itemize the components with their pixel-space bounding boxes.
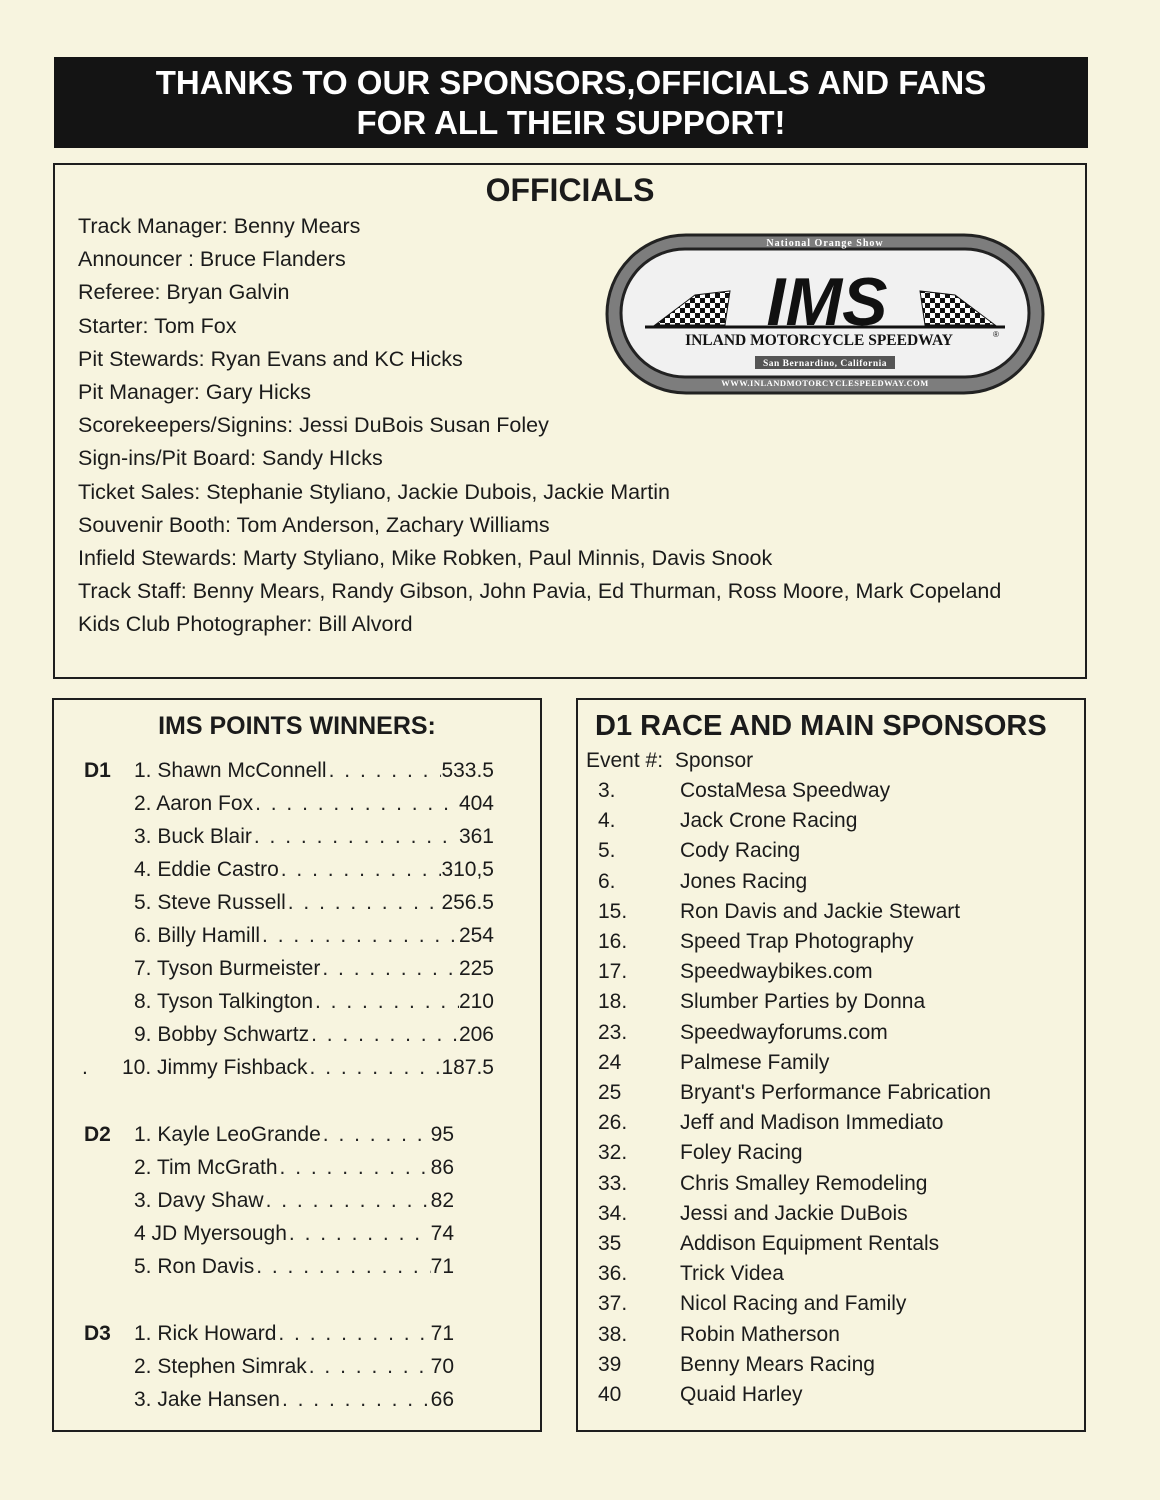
sponsors-title: D1 RACE AND MAIN SPONSORS (595, 710, 1047, 742)
official-item: Kids Club Photographer: Bill Alvord (78, 612, 413, 637)
official-item: Pit Manager: Gary Hicks (78, 380, 311, 405)
sponsor-name: Speed Trap Photography (680, 930, 914, 953)
sponsor-event-number: 33. (598, 1171, 628, 1195)
sponsor-row (586, 1382, 803, 1408)
sponsor-event-number: 16. (598, 930, 628, 953)
division-label-d2: D2 (84, 1123, 111, 1146)
sponsor-event-number: 6. (598, 869, 616, 893)
official-item: Ticket Sales: Stephanie Styliano, Jackie Dubois, Jackie Martin (78, 479, 670, 504)
points-title: IMS POINTS WINNERS: (158, 712, 436, 740)
banner-line-1: THANKS TO OUR SPONSORS,OFFICIALS AND FANS (155, 64, 987, 101)
stray-mark: . (82, 1056, 88, 1079)
sponsor-name: Jessi and Jackie DuBois (680, 1201, 908, 1225)
sponsor-row (586, 929, 914, 955)
official-item: Referee: Bryan Galvin (78, 280, 290, 305)
sponsor-row (586, 778, 890, 804)
sponsor-event-number: 36. (598, 1262, 628, 1286)
sponsor-event-number: 18. (598, 990, 628, 1014)
officials-title: OFFICIALS (485, 172, 655, 208)
sponsor-name: Ron Davis and Jackie Stewart (680, 899, 961, 923)
sponsor-name: Addison Equipment Rentals (680, 1232, 940, 1255)
official-item: Announcer : Bruce Flanders (78, 247, 346, 272)
points-row: 3. Davy Shaw . . . 82 (134, 1189, 454, 1213)
points-row: 2. Stephen Simrak . . . 70 (134, 1355, 454, 1379)
official-item: Track Staff: Benny Mears, Randy Gibson, John Pavia, Ed Thurman, Ross Moore, Mark Copeland (78, 579, 1002, 604)
header-sponsor: Sponsor (674, 749, 754, 772)
sponsor-name: Nicol Racing and Family (680, 1292, 907, 1316)
sponsor-event-number: 24 (598, 1050, 622, 1074)
official-item: Track Manager: Benny Mears (78, 214, 361, 238)
logo-location: San Bernardino, California (762, 359, 888, 369)
sponsor-name: Palmese Family (680, 1050, 830, 1074)
sponsor-row (586, 1352, 875, 1378)
points-row: 1. Kayle LeoGrande . . . 95 (134, 1123, 454, 1147)
points-row: 6. Billy Hamill . . . 254 (134, 924, 494, 948)
sponsor-row (586, 838, 800, 864)
sponsor-row (586, 1291, 906, 1317)
sponsor-name: Benny Mears Racing (680, 1352, 875, 1376)
official-item: Starter: Tom Fox (78, 313, 237, 338)
sponsor-row (586, 1140, 803, 1166)
points-row: 7. Tyson Burmeister . . . 225 (134, 957, 494, 981)
header-event: Event #: (586, 749, 664, 772)
sponsor-name: Speedwaybikes.com (680, 960, 873, 984)
sponsor-row (586, 1261, 784, 1287)
points-row: 10. Jimmy Fishback . . . 187.5 (122, 1056, 494, 1080)
points-row: 5. Ron Davis . . . 71 (134, 1255, 454, 1279)
sponsor-event-number: 15. (598, 899, 628, 923)
sponsor-row (586, 989, 925, 1015)
official-item: Pit Stewards: Ryan Evans and KC Hicks (78, 346, 463, 371)
sponsor-row (586, 1231, 939, 1257)
division-label-d3: D3 (84, 1322, 111, 1345)
sponsor-event-number: 34. (598, 1201, 628, 1225)
points-row: 4. Eddie Castro . . . 310,5 (134, 858, 494, 882)
logo-url: WWW.INLANDMOTORCYCLESPEEDWAY.COM (721, 378, 929, 388)
points-row: 8. Tyson Talkington . . . 210 (134, 990, 494, 1014)
sponsor-name: Speedwayforums.com (680, 1020, 888, 1044)
points-winners-box (52, 698, 542, 1432)
sponsor-event-number: 39 (598, 1352, 622, 1376)
points-row: 9. Bobby Schwartz . . . 206 (134, 1023, 494, 1047)
sponsor-row (586, 1110, 943, 1136)
sponsors-header (586, 748, 753, 774)
sponsor-event-number: 35 (598, 1232, 622, 1255)
sponsor-name: Cody Racing (680, 839, 801, 863)
sponsor-name: Quaid Harley (680, 1383, 803, 1406)
points-row: 5. Steve Russell . . . 256.5 (134, 891, 494, 915)
sponsor-event-number: 5. (598, 839, 616, 863)
sponsor-event-number: 23. (598, 1020, 628, 1044)
points-row: 3. Jake Hansen . . . 66 (134, 1388, 454, 1412)
sponsor-name: CostaMesa Speedway (680, 779, 891, 802)
sponsor-event-number: 26. (598, 1111, 628, 1135)
sponsor-event-number: 40 (598, 1383, 622, 1406)
points-row: 4 JD Myersough . . . 74 (134, 1222, 454, 1246)
sponsor-row (586, 959, 873, 985)
sponsor-name: Robin Matherson (680, 1322, 840, 1346)
logo-mark: IMS (766, 264, 888, 340)
sponsor-row (586, 1020, 888, 1046)
sponsor-row (586, 1322, 840, 1348)
sponsor-row (586, 869, 807, 895)
sponsor-name: Jeff and Madison Immediato (680, 1111, 944, 1135)
sponsor-event-number: 37. (598, 1292, 628, 1316)
points-row: 3. Buck Blair . . . 361 (134, 825, 494, 849)
points-row: 1. Rick Howard . . . 71 (134, 1322, 454, 1346)
official-item: Infield Stewards: Marty Styliano, Mike Robken, Paul Minnis, Davis Snook (78, 546, 773, 571)
sponsor-row (586, 899, 960, 925)
sponsor-row (586, 808, 857, 834)
sponsors-box (576, 698, 1086, 1432)
sponsor-event-number: 4. (598, 809, 616, 833)
logo-top-text: National Orange Show (766, 238, 884, 249)
sponsor-event-number: 25 (598, 1081, 622, 1104)
sponsor-name: Jones Racing (680, 869, 808, 893)
official-item: Sign-ins/Pit Board: Sandy HIcks (78, 446, 383, 471)
points-row: 2. Tim McGrath . . . 86 (134, 1156, 454, 1180)
banner-line-2: FOR ALL THEIR SUPPORT! (356, 104, 786, 141)
logo-registered: ® (993, 330, 999, 339)
sponsor-row (586, 1171, 927, 1197)
sponsor-name: Foley Racing (680, 1141, 803, 1165)
sponsor-row (586, 1201, 908, 1227)
sponsor-name: Slumber Parties by Donna (680, 990, 926, 1014)
ims-logo (605, 233, 1045, 395)
sponsor-name: Jack Crone Racing (680, 809, 858, 833)
sponsor-row (586, 1080, 991, 1106)
sponsor-name: Bryant's Performance Fabrication (680, 1081, 991, 1104)
sponsor-row (586, 1050, 829, 1076)
sponsor-event-number: 3. (598, 779, 616, 802)
sponsor-name: Trick Videa (680, 1262, 784, 1286)
official-item: Souvenir Booth: Tom Anderson, Zachary Williams (78, 512, 550, 537)
sponsor-event-number: 17. (598, 960, 628, 984)
thanks-banner (54, 57, 1088, 148)
officials-box (53, 163, 1087, 679)
sponsor-name: Chris Smalley Remodeling (680, 1171, 928, 1195)
points-row: 2. Aaron Fox . . . 404 (134, 792, 494, 816)
official-item: Scorekeepers/Signins: Jessi DuBois Susan Foley (78, 413, 549, 438)
logo-name: INLAND MOTORCYCLE SPEEDWAY (685, 332, 953, 349)
sponsor-event-number: 38. (598, 1322, 628, 1346)
sponsor-event-number: 32. (598, 1141, 628, 1165)
points-row: 1. Shawn McConnell . . . 533.5 (134, 759, 494, 783)
division-label-d1: D1 (84, 759, 111, 782)
